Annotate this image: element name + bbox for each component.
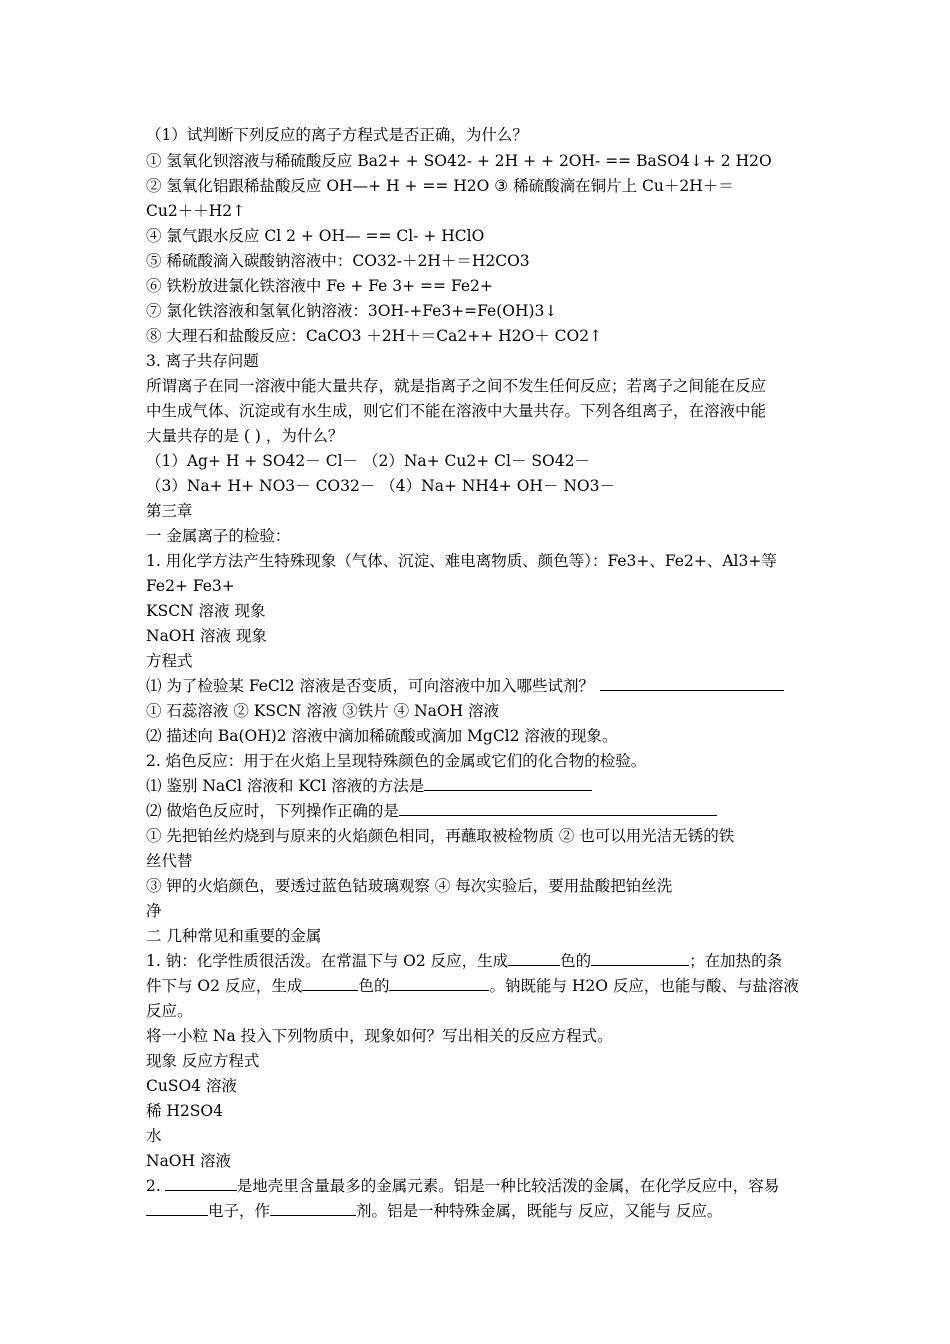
reaction-item-2-3: ② 氢氧化铝跟稀盐酸反应 OH—+ H + == H2O ③ 稀硫酸滴在铜片上 Cu＋2H＋＝ <box>146 177 734 195</box>
reaction-item-4: ④ 氯气跟水反应 Cl 2 + OH— == Cl- + HClO <box>146 227 485 245</box>
paragraph-line: 中生成气体、沉淀或有水生成，则它们不能在溶液中大量共存。下列各组离子，在溶液中能 <box>146 402 767 420</box>
reaction-item-1: ① 氢氧化钡溶液与稀硫酸反应 Ba2+ + SO42- + 2H + + 2OH- == BaSO4↓+ 2 H2O <box>146 152 772 170</box>
question-line: ⑵ 描述向 Ba(OH)2 溶液中滴加稀硫酸或滴加 MgCl2 溶液的现象。 <box>146 727 618 745</box>
fill-in-line: 1. 钠：化学性质很活泼。在常温下与 O2 反应，生成 色的 ；在加热的条 <box>146 952 783 970</box>
table-row: NaOH 溶液 现象 <box>146 627 267 645</box>
answer-blank[interactable] <box>600 676 784 691</box>
table-row: NaOH 溶液 <box>146 1152 231 1170</box>
table-row: 方程式 <box>146 652 193 670</box>
table-header: Fe2+ Fe3+ <box>146 577 235 595</box>
answer-blank[interactable] <box>389 976 489 991</box>
reaction-item-6: ⑥ 铁粉放进氯化铁溶液中 Fe + Fe 3+ == Fe2+ <box>146 277 493 295</box>
paragraph-line: 将一小粒 Na 投入下列物质中，现象如何？写出相关的反应方程式。 <box>146 1027 613 1045</box>
table-header: 现象 反应方程式 <box>146 1052 260 1070</box>
reaction-item-5: ⑤ 稀硫酸滴入碳酸钠溶液中：CO32-＋2H＋＝H2CO3 <box>146 252 530 270</box>
options-line: 净 <box>146 902 162 920</box>
answer-blank[interactable] <box>165 1176 237 1191</box>
table-row: KSCN 溶液 现象 <box>146 602 266 620</box>
answer-blank[interactable] <box>399 801 717 816</box>
options-line: 丝代替 <box>146 852 193 870</box>
question-line: ⑵ 做焰色反应时，下列操作正确的是 <box>146 801 717 821</box>
options-line: ① 石蕊溶液 ② KSCN 溶液 ③铁片 ④ NaOH 溶液 <box>146 702 500 720</box>
reaction-item-3-cont: Cu2＋＋H2↑ <box>146 202 246 220</box>
question-line: ⑴ 为了检验某 FeCl2 溶液是否变质，可向溶液中加入哪些试剂？ <box>146 676 784 696</box>
ion-group-1-2: （1）Ag+ H + SO42－ Cl－ （2）Na+ Cu2+ Cl－ SO42－ <box>146 452 590 470</box>
table-row: CuSO4 溶液 <box>146 1077 237 1095</box>
section-line: 2. 焰色反应：用于在火焰上呈现特殊颜色的金属或它们的化合物的检验。 <box>146 752 647 770</box>
answer-blank[interactable] <box>146 1201 208 1216</box>
ion-group-3-4: （3）Na+ H+ NO3－ CO32－ （4）Na+ NH4+ OH－ NO3－ <box>146 477 616 495</box>
chapter-heading: 第三章 <box>146 502 193 520</box>
fill-in-line: 件下与 O2 反应，生成 色的 。钠既能与 H2O 反应，也能与酸、与盐溶液 <box>146 977 799 995</box>
reaction-item-7: ⑦ 氯化铁溶液和氢氧化钠溶液：3OH-+Fe3+=Fe(OH)3↓ <box>146 302 558 320</box>
answer-blank[interactable] <box>591 951 689 966</box>
options-line: ① 先把铂丝灼烧到与原来的火焰颜色相同，再蘸取被检物质 ② 也可以用光洁无锈的铁 <box>146 827 735 845</box>
paragraph-line: 1. 用化学方法产生特殊现象（气体、沉淀、难电离物质、颜色等）：Fe3+、Fe2+、Al3+等 <box>146 552 777 570</box>
answer-blank[interactable] <box>424 776 592 791</box>
reaction-item-8: ⑧ 大理石和盐酸反应：CaCO3 ＋2H＋＝Ca2++ H2O＋ CO2↑ <box>146 327 603 345</box>
table-row: 稀 H2SO4 <box>146 1102 223 1120</box>
section-ion-coexistence: 3. 离子共存问题 <box>146 352 259 370</box>
section-heading: 二 几种常见和重要的金属 <box>146 927 322 945</box>
answer-blank[interactable] <box>270 1201 356 1216</box>
answer-blank[interactable] <box>302 976 358 991</box>
table-row: 水 <box>146 1127 162 1145</box>
paragraph-line: 大量共存的是 ( ) ，为什么？ <box>146 427 344 445</box>
paragraph-line: 所谓离子在同一溶液中能大量共存，就是指离子之间不发生任何反应；若离子之间能在反应 <box>146 377 767 395</box>
paragraph-line: 反应。 <box>146 1002 193 1020</box>
fill-in-line: 2. 是地壳里含量最多的金属元素。铝是一种比较活泼的金属，在化学反应中，容易 <box>146 1177 780 1195</box>
question-1-intro: （1）试判断下列反应的离子方程式是否正确，为什么？ <box>146 126 528 144</box>
question-line: ⑴ 鉴别 NaCl 溶液和 KCl 溶液的方法是 <box>146 776 592 796</box>
options-line: ③ 钾的火焰颜色，要透过蓝色钴玻璃观察 ④ 每次实验后，要用盐酸把铂丝洗 <box>146 877 673 895</box>
answer-blank[interactable] <box>508 951 560 966</box>
fill-in-line: 电子，作 剂。铝是一种特殊金属，既能与 反应，又能与 反应。 <box>146 1201 722 1221</box>
section-heading: 一 金属离子的检验： <box>146 527 291 545</box>
